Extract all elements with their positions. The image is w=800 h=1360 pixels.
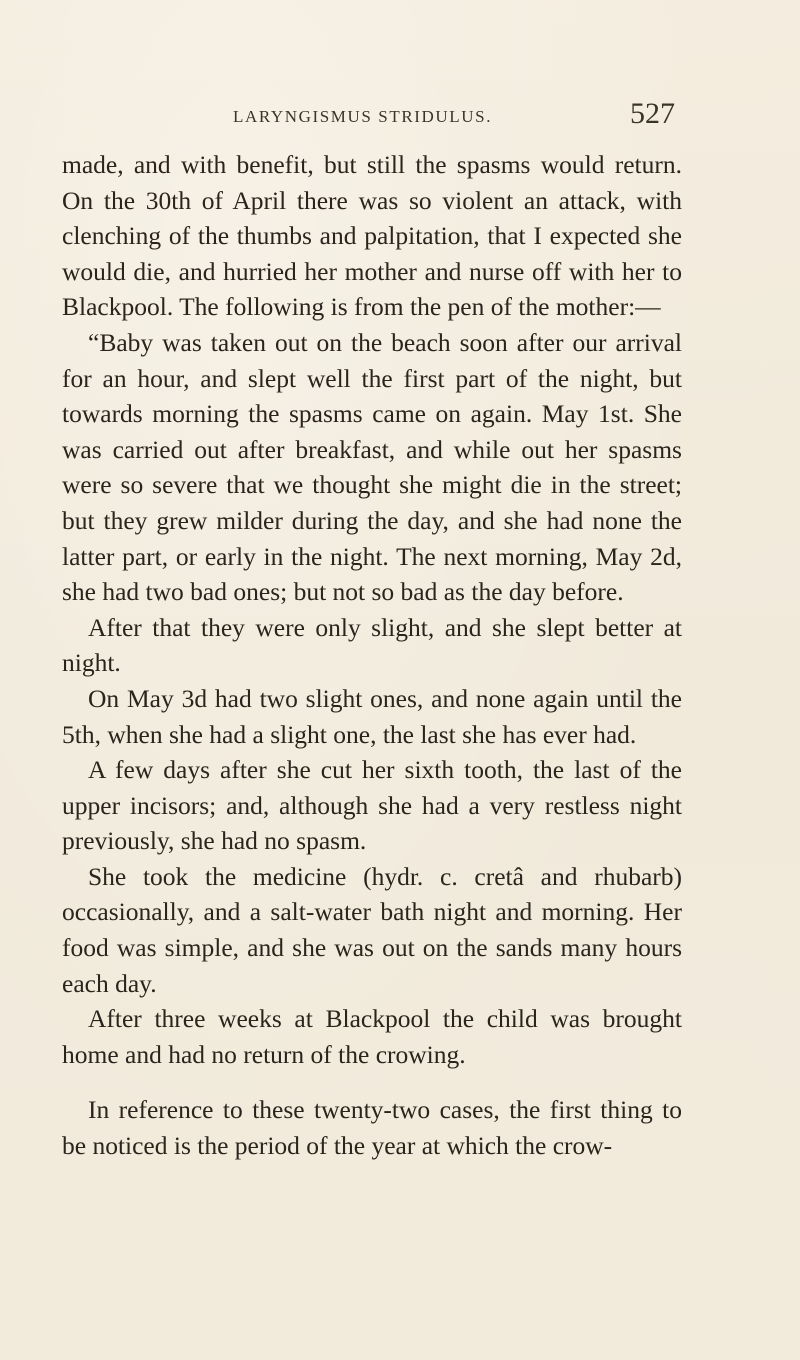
paragraph: On May 3d had two slight ones, and none again until the 5th, when she had a slight one, the last she has ever had. xyxy=(62,683,682,749)
paragraph-continuation: made, and with benefit, but still the spasms would return. On the 30th of April there was so violent an attack, with clenching of the thumbs and palpitation, that I expected she would die, and hurried her mother and nurse off with her to Blackpool. The following is from the pen of the mother:— xyxy=(62,150,682,322)
paragraph-discussion: In reference to these twenty-two cases, the first thing to be noticed is the period of the year at which the crow- xyxy=(62,1095,682,1161)
running-title: LARYNGISMUS STRIDULUS. xyxy=(233,107,493,126)
paragraph: She took the medicine (hydr. c. cretâ and rhubarb) occasionally, and a salt-water bath night and morning. Her food was simple, and she was out on the sands many hours each day. xyxy=(62,861,682,998)
paragraph: A few days after she cut her sixth tooth, the last of the upper incisors; and, although she had a very restless night previously, she had no spasm. xyxy=(62,755,682,856)
section-spacer xyxy=(62,1072,682,1092)
body-text xyxy=(62,147,682,1164)
running-head xyxy=(0,95,800,135)
paragraph-quote-start: “Baby was taken out on the beach soon after our arrival for an hour, and slept well the first part of the night, but towards morning the spasms came on again. May 1st. She was carried out after breakfast, and while out her spasms were so severe that we thought she might die in the street; but they grew milder during the day, and she had none the latter part, or early in the night. The next morning, May 2d, she had two bad ones; but not so bad as the day before. xyxy=(62,327,682,607)
paragraph: After that they were only slight, and she slept better at night. xyxy=(62,612,682,678)
page-number: 527 xyxy=(630,97,675,130)
paragraph: After three weeks at Blackpool the child was brought home and had no return of the crowing. xyxy=(62,1004,682,1069)
